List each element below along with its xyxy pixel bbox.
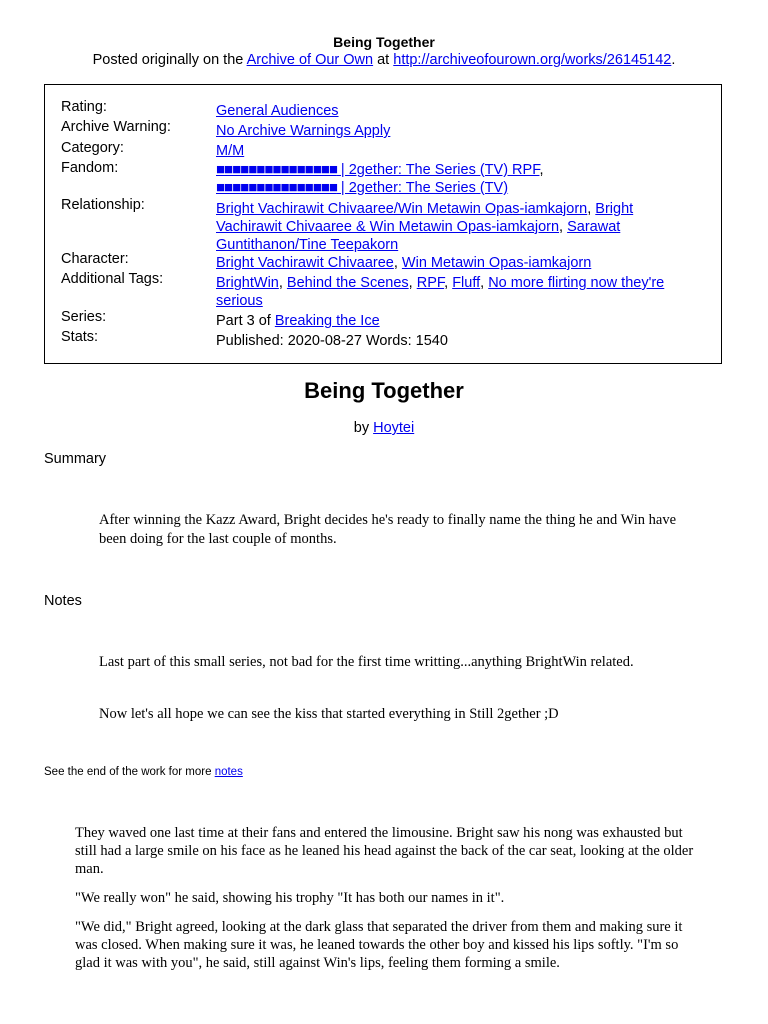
tag-link-2[interactable]: Behind the Scenes xyxy=(286,275,409,291)
fandom-name-glyphs: ■■■■■■■■■■■■■■■ xyxy=(216,161,337,178)
work-url-link[interactable]: http://archiveofourown.org/works/26145142 xyxy=(393,52,672,68)
stats-value: Published: 2020-08-27 Words: 1540 xyxy=(216,333,448,349)
fandom-name-glyphs-2: ■■■■■■■■■■■■■■■ xyxy=(216,179,337,196)
relationship-link-1[interactable]: Bright Vachirawit Chivaaree/Win Metawin Opas-iamkajorn xyxy=(216,201,588,217)
series-value xyxy=(216,312,696,330)
posted-prefix: Posted originally on the xyxy=(92,52,247,68)
tags-value: BrightWin, Behind the Scenes, RPF, Fluff, No more flirting now they're serious xyxy=(216,275,665,309)
relationship-label: Relationship: xyxy=(61,197,145,213)
warning-link[interactable]: No Archive Warnings Apply xyxy=(216,123,391,139)
category-value xyxy=(216,142,696,160)
posted-mid: at xyxy=(373,52,394,68)
notes-paragraph-1: Last part of this small series, not bad for the first time writting...anything BrightWin related. xyxy=(99,654,634,670)
fandom-2-text: | 2gether: The Series (TV) xyxy=(336,180,509,196)
character-label: Character: xyxy=(61,251,129,267)
byline xyxy=(0,420,768,436)
warning-value xyxy=(216,122,696,140)
body-paragraph-2: "We really won" he said, showing his trophy "It has both our names in it". xyxy=(75,890,505,906)
document-title: Being Together xyxy=(333,34,435,50)
summary-text: After winning the Kazz Award, Bright decides he's ready to finally name the thing he and Win have been doing for the last couple of months. xyxy=(99,512,677,547)
tag-link-5b[interactable]: serious xyxy=(216,293,263,309)
relationship-link-2a[interactable]: Bright xyxy=(595,201,634,217)
tag-link-3[interactable]: RPF xyxy=(416,275,445,291)
tags-label: Additional Tags: xyxy=(61,271,164,287)
series-prefix: Part 3 of xyxy=(216,313,275,329)
endnotes-prefix: See the end of the work for more xyxy=(44,766,215,778)
relationship-link-2b[interactable]: Vachirawit Chivaaree & Win Metawin Opas-iamkajorn xyxy=(216,219,560,235)
endnotes-pointer xyxy=(44,766,243,778)
byline-prefix: by xyxy=(353,420,374,436)
series-link[interactable]: Breaking the Ice xyxy=(274,313,380,329)
warning-label: Archive Warning: xyxy=(61,119,171,135)
relationship-value: Bright Vachirawit Chivaaree/Win Metawin Opas-iamkajorn, Bright Vachirawit Chivaaree & Win Metawin Opas-iamkajorn, Sarawat Guntithanon/Tine Teepakorn xyxy=(216,201,634,253)
relationship-link-3a[interactable]: Sarawat xyxy=(567,219,621,235)
series-label: Series: xyxy=(61,309,107,325)
fandom-value: ■■■■■■■■■■■■■■■ | 2gether: The Series (TV) RPF, ■■■■■■■■■■■■■■■ | 2gether: The Series (TV) xyxy=(216,161,544,196)
metadata-box xyxy=(44,84,722,364)
character-link-1[interactable]: Bright Vachirawit Chivaaree xyxy=(216,255,394,271)
work-title: Being Together xyxy=(304,378,464,403)
tag-link-5a[interactable]: No more flirting now they're xyxy=(488,275,665,291)
fandom-1-text: | 2gether: The Series (TV) RPF xyxy=(336,162,540,178)
chapter-body xyxy=(75,824,695,983)
fandom-link-1[interactable] xyxy=(216,162,539,178)
author-link[interactable]: Hoytei xyxy=(373,420,415,436)
fandom-label: Fandom: xyxy=(61,160,119,176)
notes-heading: Notes xyxy=(44,593,82,609)
tag-link-1[interactable]: BrightWin xyxy=(216,275,279,291)
endnotes-link[interactable]: notes xyxy=(214,766,243,778)
rating-link[interactable]: General Audiences xyxy=(216,103,339,119)
category-label: Category: xyxy=(61,140,124,156)
notes-paragraph-2: Now let's all hope we can see the kiss that started everything in Still 2gether ;D xyxy=(99,706,559,722)
fandom-link-2[interactable] xyxy=(216,180,508,196)
archive-link[interactable]: Archive of Our Own xyxy=(246,52,374,68)
stats-label: Stats: xyxy=(61,329,99,345)
posted-suffix: . xyxy=(671,52,676,68)
character-value: Bright Vachirawit Chivaaree, Win Metawin Opas-iamkajorn xyxy=(216,255,592,271)
rating-value xyxy=(216,102,696,120)
tag-link-4[interactable]: Fluff xyxy=(452,275,481,291)
body-paragraph-1: They waved one last time at their fans and entered the limousine. Bright saw his nong was exhausted but still had a large smile on his face as he leaned his head against the back of the car seat, looking at the older man. xyxy=(75,825,694,877)
body-paragraph-3: "We did," Bright agreed, looking at the dark glass that separated the driver from them and making sure it was closed. When making sure it was, he leaned towards the other boy and kissed his lips softly. "I'm so glad it was with you", he said, still against Win's lips, feeling them forming a smile. xyxy=(75,919,683,971)
summary-heading: Summary xyxy=(44,451,107,467)
rating-label: Rating: xyxy=(61,99,107,115)
posted-line xyxy=(0,52,768,68)
character-link-2[interactable]: Win Metawin Opas-iamkajorn xyxy=(401,255,592,271)
category-link[interactable]: M/M xyxy=(216,143,245,159)
relationship-link-3b[interactable]: Guntithanon/Tine Teepakorn xyxy=(216,237,399,253)
